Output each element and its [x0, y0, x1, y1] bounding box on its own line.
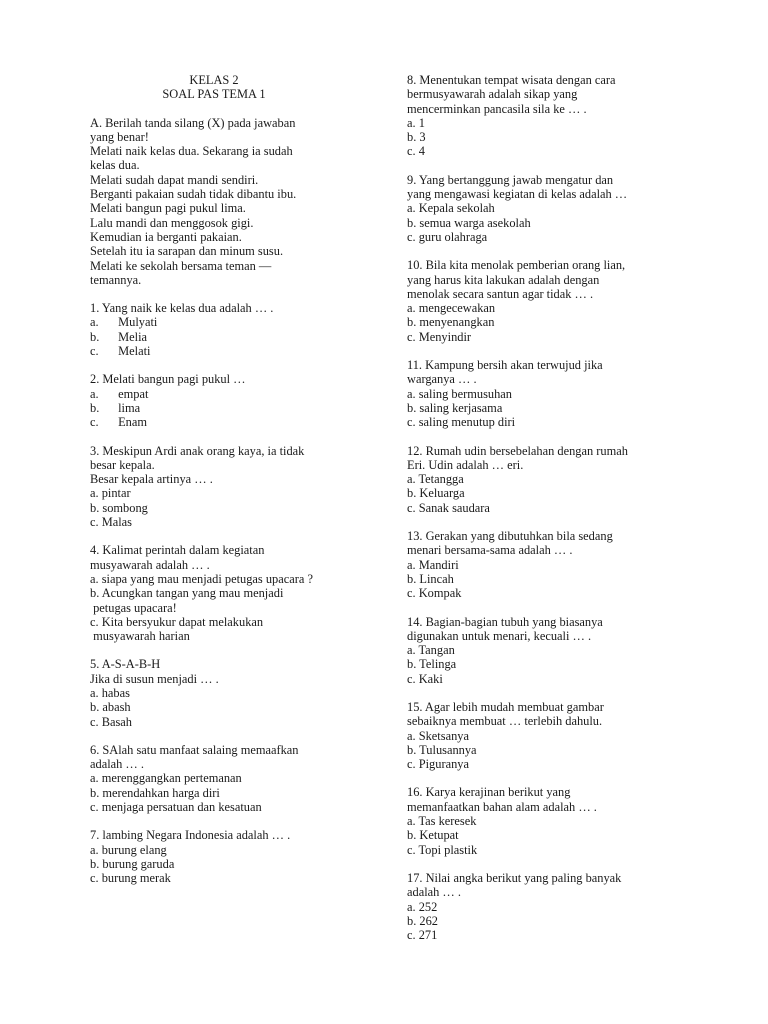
answer-option[interactable] [407, 201, 697, 215]
question-text: menari bersama-sama adalah … . [407, 543, 573, 558]
option-key: c. [407, 415, 416, 430]
option-text: Melati [118, 344, 151, 359]
answer-option[interactable] [407, 643, 697, 657]
option-text: burung elang [101, 842, 167, 857]
option-key: a. [90, 771, 99, 786]
answer-option[interactable] [90, 629, 380, 643]
option-text: Kompak [418, 586, 462, 601]
question-text: 14. Bagian-bagian tubuh yang biasanya [407, 614, 603, 629]
answer-option[interactable] [407, 315, 697, 329]
answer-option[interactable] [90, 315, 380, 329]
answer-option[interactable] [407, 330, 697, 344]
question-10 [407, 258, 697, 344]
option-text: Topi plastik [418, 842, 478, 857]
question-2 [90, 372, 380, 429]
answer-option[interactable] [407, 729, 697, 743]
option-key: c. [407, 229, 416, 244]
left-column [90, 73, 380, 900]
option-text: Lincah [419, 571, 454, 586]
option-text: Kepala sekolah [418, 201, 495, 216]
option-key: c. [90, 614, 99, 629]
question-text: 1. Yang naik ke kelas dua adalah … . [90, 301, 274, 316]
option-text: saling menutup diri [418, 415, 516, 430]
option-key: c. [407, 842, 416, 857]
option-text: sombong [102, 500, 148, 515]
answer-option[interactable] [407, 558, 697, 572]
answer-option[interactable] [90, 572, 380, 586]
option-key: a. [407, 201, 416, 216]
question-text: 9. Yang bertanggung jawab mengatur dan [407, 172, 614, 187]
option-text: Kita bersyukur dapat melakukan [101, 614, 264, 629]
option-text: Basah [101, 714, 132, 729]
option-key: a. [407, 814, 416, 829]
answer-option[interactable] [90, 857, 380, 871]
option-key: a. [90, 386, 99, 401]
option-text: Sketsanya [418, 728, 469, 743]
answer-option[interactable] [407, 672, 697, 686]
option-text: 3 [419, 130, 426, 145]
answer-option[interactable] [90, 786, 380, 800]
option-text: Sanak saudara [418, 500, 490, 515]
question-text: 16. Karya kerajinan berikut yang [407, 785, 571, 800]
answer-option[interactable] [407, 130, 697, 144]
question-3 [90, 444, 380, 530]
right-column [407, 73, 697, 956]
option-key: a. [90, 842, 99, 857]
answer-option[interactable] [90, 330, 380, 344]
option-key: b. [407, 913, 417, 928]
question-6 [90, 743, 380, 814]
option-key: b. [407, 315, 417, 330]
answer-option[interactable] [90, 344, 380, 358]
option-text: Tetangga [418, 472, 464, 487]
question-text: adalah … . [90, 757, 145, 772]
option-key: a. [90, 315, 99, 330]
answer-option[interactable] [90, 501, 380, 515]
option-text: saling bermusuhan [418, 386, 512, 401]
answer-option[interactable] [407, 401, 697, 415]
option-text: 271 [418, 928, 438, 943]
answer-option[interactable] [407, 387, 697, 401]
option-key: c. [90, 871, 99, 886]
answer-option[interactable] [90, 387, 380, 401]
exam-header [90, 73, 338, 102]
instruction-line: Melati ke sekolah bersama teman — [90, 258, 272, 273]
instruction-line: kelas dua. [90, 158, 140, 173]
answer-option[interactable] [90, 771, 380, 785]
option-text: 4 [418, 144, 425, 159]
option-text: Piguranya [418, 757, 469, 772]
option-text: habas [101, 685, 130, 700]
answer-option[interactable] [407, 486, 697, 500]
option-key: c. [90, 515, 99, 530]
instruction-line: Melati naik kelas dua. Sekarang ia sudah [90, 144, 293, 159]
question-1 [90, 301, 380, 358]
answer-option[interactable] [90, 843, 380, 857]
option-text: Tulusannya [419, 742, 477, 757]
option-text: Enam [118, 415, 148, 430]
option-key: c. [90, 714, 99, 729]
answer-option[interactable] [90, 415, 380, 429]
question-text: bermusyawarah adalah sikap yang [407, 87, 578, 102]
question-text: 13. Gerakan yang dibutuhkan bila sedang [407, 529, 613, 544]
option-key: c. [407, 671, 416, 686]
option-text: merenggangkan pertemanan [101, 771, 242, 786]
instruction-line: Melati bangun pagi pukul lima. [90, 201, 246, 216]
instructions-block [90, 116, 380, 288]
grade-title: KELAS 2 [189, 73, 239, 87]
question-14 [407, 615, 697, 686]
answer-option[interactable] [407, 230, 697, 244]
option-text: burung garuda [102, 856, 175, 871]
option-key: a. [407, 115, 416, 130]
answer-option[interactable] [407, 914, 697, 928]
answer-option[interactable] [407, 743, 697, 757]
question-text: Eri. Udin adalah … eri. [407, 457, 524, 472]
option-key: b. [407, 657, 417, 672]
question-7 [90, 828, 380, 885]
option-key: a. [90, 486, 99, 501]
option-key: b. [407, 130, 417, 145]
answer-option[interactable] [90, 401, 380, 415]
option-key: b. [90, 586, 100, 601]
option-text: merendahkan harga diri [102, 785, 220, 800]
option-text: Telinga [419, 657, 457, 672]
right-question-list [407, 73, 697, 942]
instruction-line: temannya. [90, 272, 142, 287]
question-12 [407, 444, 697, 515]
question-15 [407, 700, 697, 771]
question-text: 2. Melati bangun pagi pukul … [90, 372, 246, 387]
question-16 [407, 785, 697, 856]
option-text: petugas upacara! [93, 600, 177, 615]
question-text: 7. lambing Negara Indonesia adalah … . [90, 828, 291, 843]
answer-option[interactable] [407, 757, 697, 771]
option-text: lima [118, 400, 141, 415]
question-13 [407, 529, 697, 600]
option-key: c. [407, 329, 416, 344]
option-text: Tangan [418, 643, 455, 658]
instruction-line: yang benar! [90, 129, 149, 144]
option-key: c. [407, 757, 416, 772]
exam-title: SOAL PAS TEMA 1 [162, 87, 266, 102]
question-text: 8. Menentukan tempat wisata dengan cara [407, 73, 616, 87]
answer-option[interactable] [90, 515, 380, 529]
answer-option[interactable] [407, 900, 697, 914]
answer-option[interactable] [90, 586, 380, 600]
option-key: c. [407, 500, 416, 515]
question-4 [90, 543, 380, 643]
option-key: b. [407, 215, 417, 230]
option-key: a. [90, 685, 99, 700]
answer-option[interactable] [407, 216, 697, 230]
option-key: c. [90, 344, 99, 359]
option-text: abash [102, 700, 131, 715]
answer-option[interactable] [90, 700, 380, 714]
option-key: a. [90, 571, 99, 586]
instruction-line: A. Berilah tanda silang (X) pada jawaban [90, 115, 296, 130]
option-key: a. [407, 301, 416, 316]
instruction-line: Setelah itu ia sarapan dan minum susu. [90, 244, 284, 259]
answer-option[interactable] [407, 415, 697, 429]
option-text: Mulyati [118, 315, 158, 330]
option-key: b. [90, 500, 100, 515]
question-text: musyawarah adalah … . [90, 557, 210, 572]
answer-option[interactable] [407, 144, 697, 158]
answer-option[interactable] [407, 501, 697, 515]
question-text: Besar kepala artinya … . [90, 472, 213, 487]
option-text: 252 [418, 899, 438, 914]
question-text: warganya … . [407, 372, 477, 387]
question-text: 15. Agar lebih mudah membuat gambar [407, 699, 604, 714]
answer-option[interactable] [407, 657, 697, 671]
option-text: Melia [118, 329, 148, 344]
question-text: Jika di susun menjadi … . [90, 671, 219, 686]
option-text: semua warga asekolah [419, 215, 531, 230]
option-text: mengecewakan [418, 301, 496, 316]
option-text: 262 [419, 913, 438, 928]
question-9 [407, 173, 697, 244]
instruction-line: Melati sudah dapat mandi sendiri. [90, 172, 259, 187]
question-text: memanfaatkan bahan alam adalah … . [407, 799, 597, 814]
option-key: b. [90, 856, 100, 871]
option-text: Acungkan tangan yang mau menjadi [101, 586, 284, 601]
question-text: adalah … . [407, 885, 462, 900]
answer-option[interactable] [90, 871, 380, 885]
question-text: yang harus kita lakukan adalah dengan [407, 272, 600, 287]
option-key: a. [407, 386, 416, 401]
instruction-line: Lalu mandi dan menggosok gigi. [90, 215, 254, 230]
option-key: b. [407, 828, 417, 843]
option-key: a. [407, 472, 416, 487]
question-text: mencerminkan pancasila sila ke … . [407, 101, 587, 116]
option-text: Malas [101, 515, 132, 530]
option-text: guru olahraga [418, 229, 488, 244]
question-text: menolak secara santun agar tidak … . [407, 286, 594, 301]
answer-option[interactable] [407, 814, 697, 828]
answer-option[interactable] [407, 472, 697, 486]
question-text: 6. SAlah satu manfaat salaing memaafkan [90, 742, 299, 757]
option-key: b. [407, 571, 417, 586]
option-key: b. [407, 742, 417, 757]
option-text: Ketupat [419, 828, 459, 843]
option-key: a. [407, 899, 416, 914]
option-key: a. [407, 557, 416, 572]
option-key: b. [407, 400, 417, 415]
answer-option[interactable] [90, 686, 380, 700]
option-key: b. [90, 785, 100, 800]
question-text: 5. A-S-A-B-H [90, 657, 161, 672]
answer-option[interactable] [407, 572, 697, 586]
answer-option[interactable] [407, 928, 697, 942]
option-key: b. [90, 329, 100, 344]
option-key: c. [407, 144, 416, 159]
question-text: 10. Bila kita menolak pemberian orang lian, [407, 258, 626, 273]
option-text: saling kerjasama [419, 400, 503, 415]
question-text: sebaiknya membuat … terlebih dahulu. [407, 714, 603, 729]
option-text: 1 [418, 115, 425, 130]
option-text: musyawarah harian [93, 629, 190, 644]
answer-option[interactable] [90, 615, 380, 629]
option-text: burung merak [101, 871, 171, 886]
option-key: b. [407, 486, 417, 501]
option-text: Mandiri [418, 557, 459, 572]
answer-option[interactable] [90, 601, 380, 615]
option-key: c. [90, 800, 99, 815]
question-8 [407, 73, 697, 159]
question-text: digunakan untuk menari, kecuali … . [407, 628, 592, 643]
option-text: Keluarga [419, 486, 465, 501]
answer-option[interactable] [407, 116, 697, 130]
option-text: Kaki [418, 671, 443, 686]
answer-option[interactable] [407, 843, 697, 857]
question-5 [90, 657, 380, 728]
question-text: 4. Kalimat perintah dalam kegiatan [90, 543, 265, 558]
left-question-list [90, 301, 380, 885]
question-text: 11. Kampung bersih akan terwujud jika [407, 358, 603, 373]
option-text: menjaga persatuan dan kesatuan [101, 800, 262, 815]
answer-option[interactable] [407, 586, 697, 600]
option-key: b. [90, 700, 100, 715]
question-11 [407, 358, 697, 429]
answer-option[interactable] [407, 828, 697, 842]
answer-option[interactable] [90, 800, 380, 814]
answer-option[interactable] [407, 301, 697, 315]
option-key: c. [407, 928, 416, 943]
question-text: besar kepala. [90, 457, 155, 472]
question-text: 17. Nilai angka berikut yang paling banyak [407, 870, 622, 885]
option-text: Tas keresek [418, 814, 477, 829]
question-text: 3. Meskipun Ardi anak orang kaya, ia tidak [90, 443, 305, 458]
option-text: empat [118, 386, 149, 401]
question-text: yang mengawasi kegiatan di kelas adalah … [407, 187, 628, 202]
answer-option[interactable] [90, 486, 380, 500]
question-17 [407, 871, 697, 942]
option-key: c. [90, 415, 99, 430]
option-key: a. [407, 643, 416, 658]
option-text: siapa yang mau menjadi petugas upacara ? [101, 571, 313, 586]
option-text: Menyindir [418, 329, 472, 344]
option-key: a. [407, 728, 416, 743]
option-text: pintar [101, 486, 131, 501]
instruction-line: Kemudian ia berganti pakaian. [90, 229, 242, 244]
option-key: c. [407, 586, 416, 601]
question-text: 12. Rumah udin bersebelahan dengan rumah [407, 443, 628, 458]
option-text: menyenangkan [419, 315, 495, 330]
answer-option[interactable] [90, 715, 380, 729]
option-key: b. [90, 400, 100, 415]
instruction-line: Berganti pakaian sudah tidak dibantu ibu. [90, 187, 297, 202]
